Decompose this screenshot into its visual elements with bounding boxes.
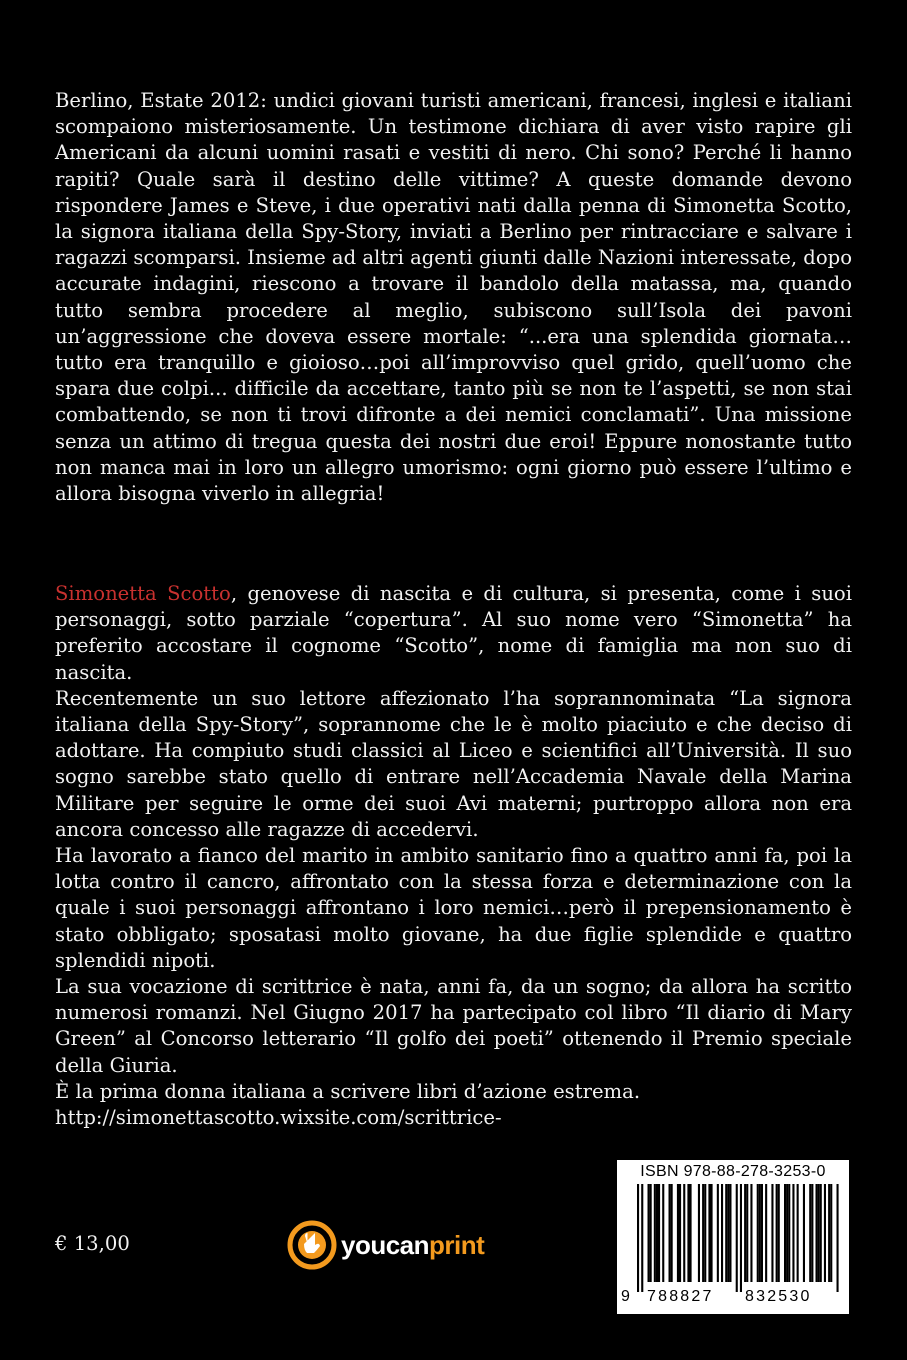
publisher-wordmark-prefix: youcan <box>341 1229 430 1260</box>
barcode-bar <box>811 1184 813 1282</box>
barcode-bar <box>740 1184 742 1292</box>
barcode-bar <box>788 1184 790 1282</box>
barcode-bar <box>725 1184 727 1282</box>
barcode-bar <box>816 1184 818 1282</box>
barcode-bar <box>771 1184 773 1282</box>
isbn-barcode <box>617 1160 849 1314</box>
barcode-bar <box>648 1184 650 1282</box>
barcode-bar <box>818 1184 820 1282</box>
bio-paragraph-3: Ha lavorato a fianco del marito in ambito sanitario fino a quattro anni fa, poi la lotta contro il cancro, affrontato con la stessa forza e determinazione con la quale i suoi personaggi affrontano i loro nemici…però il prepensionamento è stato obbligato; sposatasi molto giovane, ha due figlie splendide e quattro splendidi nipoti. <box>55 844 852 972</box>
barcode-bar <box>786 1184 788 1282</box>
barcode-bar <box>677 1184 679 1282</box>
barcode-bar <box>765 1184 767 1282</box>
author-name: Simonetta Scotto <box>55 582 231 605</box>
barcode-digits-right: 832530 <box>745 1288 812 1305</box>
barcode-bar <box>803 1184 805 1282</box>
barcode-bar <box>757 1184 759 1282</box>
bio-paragraph-intro <box>55 581 852 686</box>
barcode-bar <box>656 1184 658 1282</box>
barcode-bar <box>828 1184 830 1282</box>
barcode-bar <box>746 1184 748 1282</box>
barcode-bar <box>837 1184 839 1292</box>
barcode-bar <box>736 1184 738 1292</box>
barcode-bars <box>629 1184 839 1292</box>
synopsis-text: Berlino, Estate 2012: undici giovani turisti americani, francesi, inglesi e italiani scompaiono misteriosamente. Un testimone dichiara di aver visto rapire gli Americani da alcuni uomini rasati e vestiti di nero. Chi sono? Perché li hanno rapiti? Quale sarà il destino delle vittime? A queste domande devono rispondere James e Steve, i due operativi nati dalla penna di Simonetta Scotto, la signora italiana della Spy-Story, inviati a Berlino per rintracciare e salvare i ragazzi scomparsi. Insieme ad altri agenti giunti dalle Nazioni interessate, dopo accurate indagini, riescono a trovare il bandolo della matassa, ma, quando tutto sembra procedere al meglio, subiscono sull’Isola dei pavoni un’aggressione che doveva essere mortale: “...era una splendida giornata… tutto era tranquillo e gioioso…poi all’improvviso quel grido, quell’uomo che spara due colpi... difficile da accettare, tanto più se non te l’aspetti, se non stai combattendo, se non ti trovi difronte a dei nemici conclamati”. Una missione senza un attimo di tregua questa dei nostri due eroi! Eppure nonostante tutto non manca mai in loro un allegro umorismo: ogni giorno può essere l’ultimo e allora bisogna viverlo in allegria! <box>55 89 852 506</box>
barcode-bar <box>717 1184 719 1282</box>
barcode-digit-first: 9 <box>621 1288 633 1305</box>
barcode-bar <box>671 1184 673 1282</box>
barcode-bar <box>683 1184 685 1282</box>
barcode-bar <box>792 1184 794 1282</box>
publisher-logo <box>287 1220 484 1270</box>
author-website-url: http://simonettascotto.wixsite.com/scrittrice- <box>55 1106 502 1130</box>
barcode-bar <box>721 1184 723 1282</box>
barcode-bar <box>637 1184 639 1292</box>
barcode-bar <box>704 1184 706 1282</box>
barcode-bar <box>658 1184 660 1282</box>
barcode-bar <box>778 1184 780 1282</box>
isbn-label: ISBN 978-88-278-3253-0 <box>640 1163 826 1180</box>
barcode-digits-left: 788827 <box>647 1288 714 1305</box>
barcode-bar <box>797 1184 799 1282</box>
publisher-wordmark-suffix: print <box>429 1229 485 1260</box>
barcode-bar <box>729 1184 731 1282</box>
bio-paragraph-4: La sua vocazione di scrittrice è nata, anni fa, da un sogno; da allora ha scritto numerosi romanzi. Nel Giugno 2017 ha partecipato col libro “Il diario di Mary Green” al Concorso letterario “Il golfo dei poeti” ottenendo il Premio speciale della Giuria. <box>55 975 852 1077</box>
bio-intro-text: , genovese di nascita e di cultura, si presenta, come i suoi personaggi, sotto parziale “copertura”. Al suo nome vero “Simonetta” ha preferito accostare il cognome “Scotto”, nome di famiglia ma non suo di nascita. <box>55 582 852 684</box>
barcode-bar <box>820 1184 822 1282</box>
barcode-bar <box>727 1184 729 1282</box>
barcode-bar <box>708 1184 710 1282</box>
barcode-bar <box>750 1184 752 1282</box>
price-label: € 13,00 <box>55 1232 130 1255</box>
barcode-bar <box>654 1184 656 1282</box>
barcode-bar <box>711 1184 713 1282</box>
author-bio <box>55 581 852 1131</box>
barcode-bar <box>830 1184 832 1282</box>
publisher-wordmark <box>341 1230 484 1261</box>
barcode-bar <box>784 1184 786 1282</box>
youcanprint-mark-icon <box>287 1220 337 1270</box>
barcode-bar <box>641 1184 643 1292</box>
barcode-bar <box>759 1184 761 1282</box>
barcode-bar <box>687 1184 689 1282</box>
barcode-bar <box>679 1184 681 1282</box>
barcode-bar <box>702 1184 704 1282</box>
barcode-bar <box>809 1184 811 1282</box>
barcode-bar <box>690 1184 692 1282</box>
bio-paragraph-2: Recentemente un suo lettore affezionato l’ha soprannominata “La signora italiana della Spy-Story”, soprannome che le è molto piaciuto e che deciso di adottare. Ha compiuto studi classici al Liceo e scientifici all’Università. Il suo sogno sarebbe stato quello di entrare nell’Accademia Navale della Marina Militare per seguire le orme dei suoi Avi materni; purtroppo allora non era ancora concesso alle ragazze di accedervi. <box>55 686 852 841</box>
bio-paragraph-5: È la prima donna italiana a scrivere libri d’azione estrema. <box>55 1079 641 1103</box>
barcode-bar <box>744 1184 746 1282</box>
barcode-bar <box>662 1184 664 1282</box>
barcode-bar <box>669 1184 671 1282</box>
barcode-bar <box>776 1184 778 1282</box>
barcode-bar <box>761 1184 763 1282</box>
barcode-bar <box>824 1184 826 1282</box>
barcode-bar <box>650 1184 652 1282</box>
barcode-bar <box>698 1184 700 1282</box>
